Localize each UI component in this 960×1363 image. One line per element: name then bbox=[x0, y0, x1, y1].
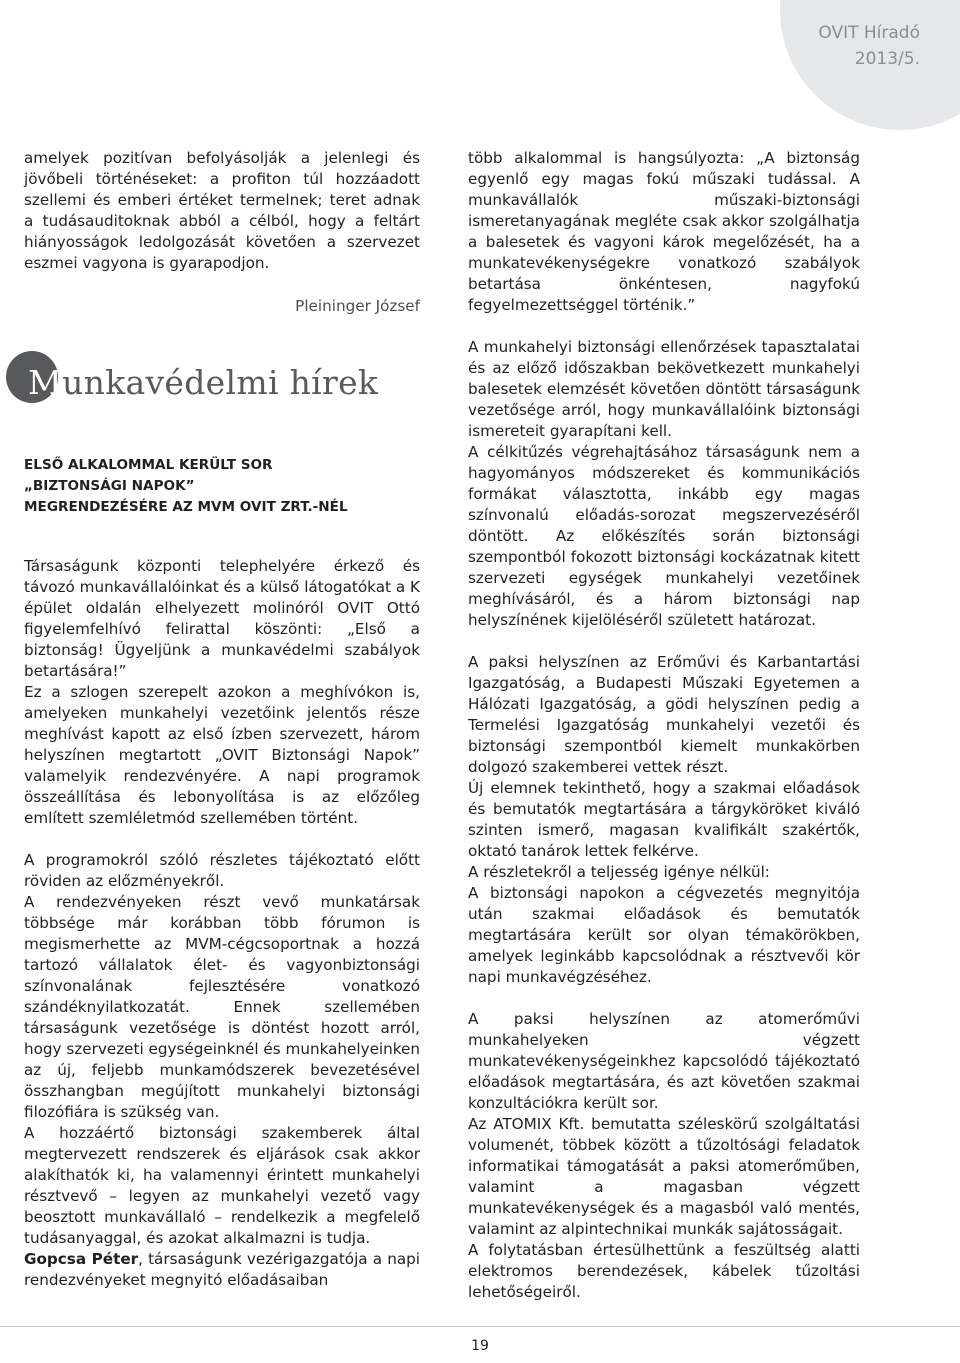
intro-paragraph: amelyek pozitívan befolyásolják a jelenlegi és jövőbeli történéseket: a profiton túl hozzáadott szellemi és emberi értéket termelnek; teret adnak a tudásauditoknak abból a célból, hogy a feltárt hiányosságok ledolgozását követően a szervezet eszmei vagyona is gyarapodjon. bbox=[24, 149, 420, 272]
paragraph: A munkahelyi biztonsági ellenőrzések tapasztalatai és az előző időszakban bekövetkezett munkahelyi balesetek elemzését követően döntött társaságunk vezetősége arról, hogy munkavállalóink biztonsági ismereteit gyarapítani kell. bbox=[468, 338, 860, 440]
paragraph: A hozzáértő biztonsági szakemberek által megtervezett rendszerek és eljárások csak akkor alakíthatók ki, ha valamennyi érintett munkahelyi résztvevő – legyen az munkahelyi vezető vagy beosztott munkavállaló – rendelkezik a megfelelő tudásanyaggal, és azokat alkalmazni is tudja. bbox=[24, 1124, 420, 1247]
paragraph: Új elemnek tekinthető, hogy a szakmai előadások és bemutatók megtartására a tárgyköröket kiváló szinten ismerő, magasan kvalifikált szakértők, oktató tanárok lettek felkérve. bbox=[468, 779, 860, 860]
page-number: 19 bbox=[471, 1338, 489, 1354]
paragraph: A paksi helyszínen az atomerőművi munkahelyeken végzett munkatevékenységeinkhez kapcsolódó tájékoztató előadások megtartására, és azt követően szakmai konzultációkra került sor. bbox=[468, 1010, 860, 1112]
paragraph: A programokról szóló részletes tájékoztató előtt röviden az előzményekről. bbox=[24, 851, 420, 890]
speaker-name: Gopcsa Péter bbox=[24, 1250, 139, 1268]
paragraph: A folytatásban értesülhettünk a feszültség alatti elektromos berendezések, kábelek tűzoltási lehetőségeiről. bbox=[468, 1241, 860, 1301]
paragraph: A részletekről a teljesség igénye nélkül: bbox=[468, 863, 770, 881]
paragraph: Társaságunk központi telephelyére érkező és távozó munkavállalóinkat és a külső látogatókat a K épület oldalán elhelyezett molinóról OVIT Ottó figyelemfelhívó felirattal köszönti: „Első a biztonság! Ügyeljünk a munkavédelmi szabályok betartására!” bbox=[24, 557, 420, 680]
paragraph-text: , társaságunk vezérigazgatója a napi rendezvényeket megnyitó előadásaiban bbox=[24, 1250, 420, 1289]
section-title-rest: unkavédelmi hírek bbox=[62, 363, 379, 402]
issue-number: 2013/5. bbox=[854, 49, 920, 69]
left-column bbox=[24, 148, 420, 1291]
paragraph: A célkitűzés végrehajtásához társaságunk nem a hagyományos módszereket és kommunikációs formákat választotta, inkább egy magas színvonalú előadás-sorozat megszervezéséről döntött. Az előkészítés során biztonsági szempontból fokozott biztonsági kockázatnak kitett szervezeti egységek munkahelyi vezetőinek meghívásáról, és a három biztonsági nap helyszínének kijelöléséről született határozat. bbox=[468, 443, 860, 629]
headline-line-2: „BIZTONSÁGI NAPOK” bbox=[24, 478, 195, 494]
paragraph: Ez a szlogen szerepelt azokon a meghívókon is, amelyeken munkahelyi vezetőink jelentős része meghívást kapott az első ízben szervezett, három helyszínen megtartott „OVIT Biztonsági Napok” valamelyik rendezvényére. A napi programok összeállítása és lebonyolítása is az előzőleg említett szemléletmód szellemében történt. bbox=[24, 683, 420, 827]
running-header bbox=[818, 20, 920, 72]
paragraph: több alkalommal is hangsúlyozta: „A biztonság egyenlő egy magas fokú műszaki tudással. A munkavállalók műszaki-biztonsági ismeretanyagának megléte csak akkor szolgálhatja a balesetek és vagyoni károk megelőzését, ha a munkatevékenységekre vonatkozó szabályok betartása önkéntesen, nagyfokú fegyelmezettséggel történik.” bbox=[468, 149, 860, 314]
paragraph: A biztonsági napokon a cégvezetés megnyitója után szakmai előadások és bemutatók megtartására került sor olyan témakörökben, amelyek leginkább kapcsolódnak a résztvevői kör napi munkavégzéséhez. bbox=[468, 884, 860, 986]
right-column bbox=[468, 148, 860, 1303]
headline-line-3: MEGRENDEZÉSÉRE AZ MVM OVIT ZRT.-NÉL bbox=[24, 499, 348, 515]
paragraph: A paksi helyszínen az Erőművi és Karbantartási Igazgatóság, a Budapesti Műszaki Egyetemen a Hálózati Igazgatóság, a gödi helyszínen pedig a Termelési Igazgatóság munkahelyi vezetői és biztonsági szempontból kiemelt munkakörben dolgozó szakemberei vettek részt. bbox=[468, 653, 860, 776]
author-signature: Pleininger József bbox=[295, 297, 420, 315]
section-title bbox=[28, 363, 378, 403]
section-title-initial: M bbox=[28, 363, 63, 402]
paragraph: Az ATOMIX Kft. bemutatta széleskörű szolgáltatási volumenét, többek között a tűzoltósági feladatok informatikai támogatását a paksi atomerőműben, valamint a magasban végzett munkatevékenységek és a magasból való mentés, valamint az alpintechnikai munkák sajátosságait. bbox=[468, 1115, 860, 1238]
publication-name: OVIT Híradó bbox=[818, 23, 920, 43]
section-header bbox=[24, 349, 420, 413]
paragraph: A rendezvényeken részt vevő munkatársak többsége már korábban több fórumon is megismerhette az MVM-cégcsoportnak a hozzá tartozó vállalatok élet- és vagyonbiztonsági színvonalának fejlesztésére vonatkozó szándéknyilatkozatát. Ennek szellemében társaságunk vezetősége is döntést hozott arról, hogy szervezeti egységeinknél és munkahelyeinken az új, feljebb munkamódszerek bevezetésével összhangban megújított munkahelyi biztonsági filozófiára is szükség van. bbox=[24, 893, 420, 1121]
article-headline bbox=[24, 455, 420, 518]
footer-divider bbox=[0, 1326, 960, 1327]
paragraph bbox=[24, 1249, 420, 1291]
headline-line-1: ELSŐ ALKALOMMAL KERÜLT SOR bbox=[24, 457, 273, 473]
